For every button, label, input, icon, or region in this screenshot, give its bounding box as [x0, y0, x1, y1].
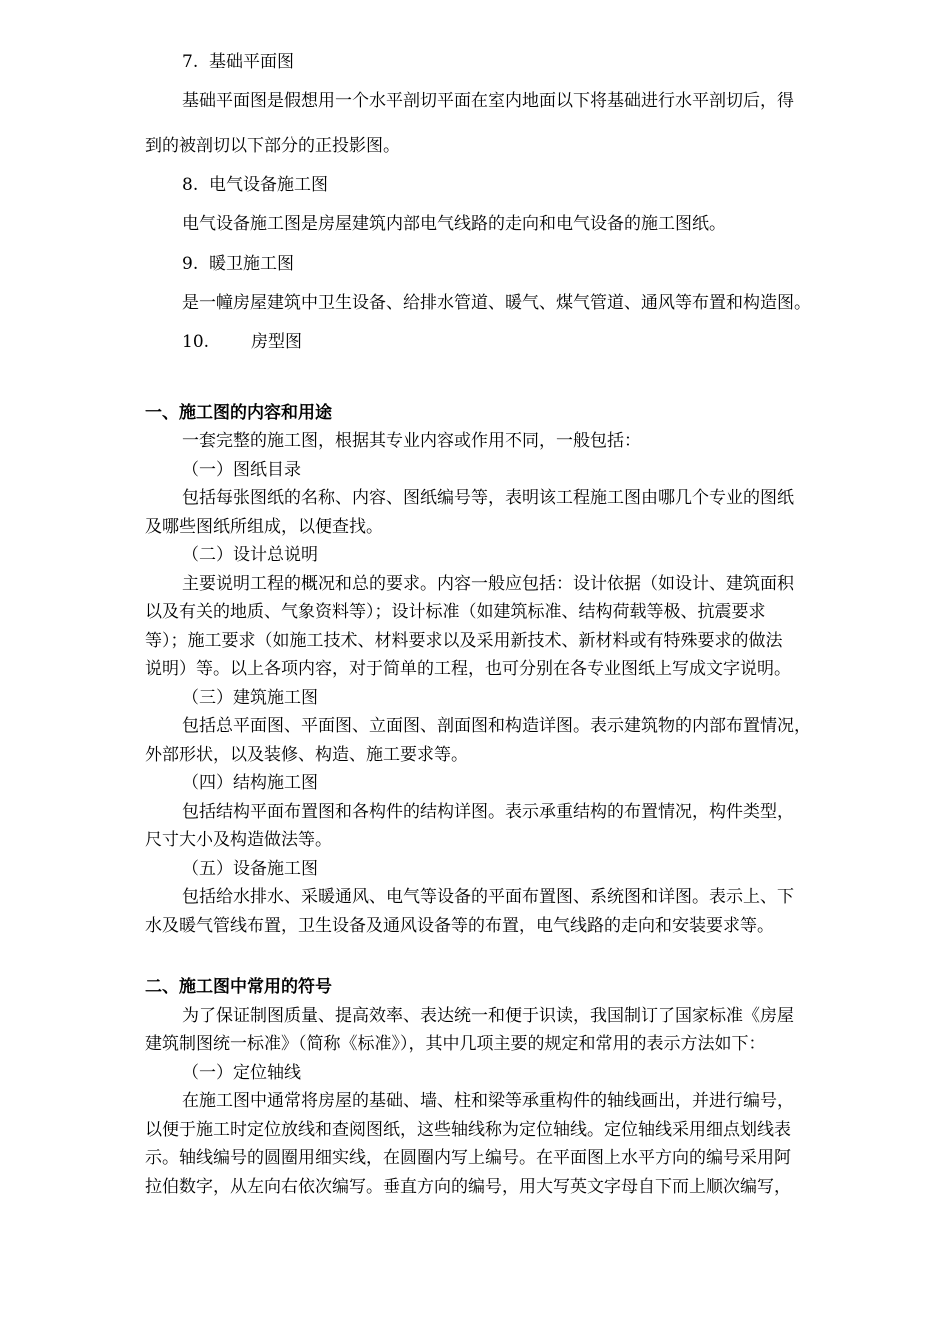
section-2-sub-1-title: （一）定位轴线 — [182, 1063, 301, 1083]
item-9-title: 暖卫施工图 — [209, 254, 295, 274]
section-1-sub-1-line-1: 包括每张图纸的名称、内容、图纸编号等，表明该工程施工图由哪几个专业的图纸 — [182, 488, 794, 508]
section-1-sub-2-line-3: 等）；施工要求（如施工技术、材料要求以及采用新技术、新材料或有特殊要求的做法 — [145, 631, 783, 651]
item-10-number: 10. — [182, 332, 210, 352]
section-2-sub-1-line-1: 在施工图中通常将房屋的基础、墙、柱和梁等承重构件的轴线画出，并进行编号， — [182, 1091, 794, 1111]
section-1-sub-5-title: （五）设备施工图 — [182, 859, 318, 879]
section-1-sub-4-line-2: 尺寸大小及构造做法等。 — [145, 830, 332, 850]
section-2-sub-1-line-2: 以便于施工时定位放线和查阅图纸，这些轴线称为定位轴线。定位轴线采用细点划线表 — [145, 1120, 791, 1140]
item-8-heading — [182, 174, 328, 196]
section-1-sub-4-line-1: 包括结构平面布置图和各构件的结构详图。表示承重结构的布置情况，构件类型， — [182, 802, 794, 822]
item-7-text-line-2: 到的被剖切以下部分的正投影图。 — [145, 136, 400, 156]
item-9-heading — [182, 253, 294, 275]
section-2-para-line-2: 建筑制图统一标准》（简称《标准》），其中几项主要的规定和常用的表示方法如下： — [145, 1034, 766, 1054]
item-7-text-line-1: 基础平面图是假想用一个水平剖切平面在室内地面以下将基础进行水平剖切后，得 — [182, 91, 794, 111]
section-2-sub-1-line-3: 示。轴线编号的圆圈用细实线，在圆圈内写上编号。在平面图上水平方向的编号采用阿 — [145, 1148, 791, 1168]
section-2-sub-1-line-4: 拉伯数字，从左向右依次编写。垂直方向的编号，用大写英文字母自下而上顺次编写， — [145, 1177, 791, 1197]
section-1-sub-3-title: （三）建筑施工图 — [182, 688, 318, 708]
item-8-number: 8. — [182, 175, 199, 195]
section-1-sub-1-line-2: 及哪些图纸所组成，以便查找。 — [145, 517, 383, 537]
section-1-intro: 一套完整的施工图，根据其专业内容或作用不同，一般包括： — [182, 431, 641, 451]
item-8-text-line-1: 电气设备施工图是房屋建筑内部电气线路的走向和电气设备的施工图纸。 — [182, 214, 726, 234]
section-1-sub-2-line-2: 以及有关的地质、气象资料等）；设计标准（如建筑标准、结构荷载等极、抗震要求 — [145, 602, 766, 622]
section-1-sub-2-line-4: 说明）等。以上各项内容，对于简单的工程，也可分别在各专业图纸上写成文字说明。 — [145, 659, 791, 679]
section-1-sub-3-line-1: 包括总平面图、平面图、立面图、剖面图和构造详图。表示建筑物的内部布置情况， — [182, 716, 811, 736]
item-7-heading — [182, 51, 294, 73]
item-7-number: 7. — [182, 52, 199, 72]
section-2-heading: 二、施工图中常用的符号 — [145, 977, 332, 997]
item-10-heading — [182, 331, 302, 353]
item-10-title: 房型图 — [251, 332, 303, 352]
item-7-title: 基础平面图 — [209, 52, 295, 72]
section-1-sub-1-title: （一）图纸目录 — [182, 460, 301, 480]
item-9-text-line-1: 是一幢房屋建筑中卫生设备、给排水管道、暖气、煤气管道、通风等布置和构造图。 — [182, 293, 811, 313]
section-2-para-line-1: 为了保证制图质量、提高效率、表达统一和便于识读，我国制订了国家标准《房屋 — [182, 1006, 794, 1026]
section-1-heading: 一、施工图的内容和用途 — [145, 403, 332, 423]
section-1-sub-3-line-2: 外部形状，以及装修、构造、施工要求等。 — [145, 745, 468, 765]
item-9-number: 9. — [182, 254, 199, 274]
section-1-sub-5-line-2: 水及暖气管线布置，卫生设备及通风设备等的布置，电气线路的走向和安装要求等。 — [145, 916, 774, 936]
item-8-title: 电气设备施工图 — [209, 175, 329, 195]
section-1-sub-2-line-1: 主要说明工程的概况和总的要求。内容一般应包括：设计依据（如设计、建筑面积 — [182, 574, 794, 594]
section-1-sub-4-title: （四）结构施工图 — [182, 773, 318, 793]
section-1-sub-2-title: （二）设计总说明 — [182, 545, 318, 565]
section-1-sub-5-line-1: 包括给水排水、采暖通风、电气等设备的平面布置图、系统图和详图。表示上、下 — [182, 887, 794, 907]
